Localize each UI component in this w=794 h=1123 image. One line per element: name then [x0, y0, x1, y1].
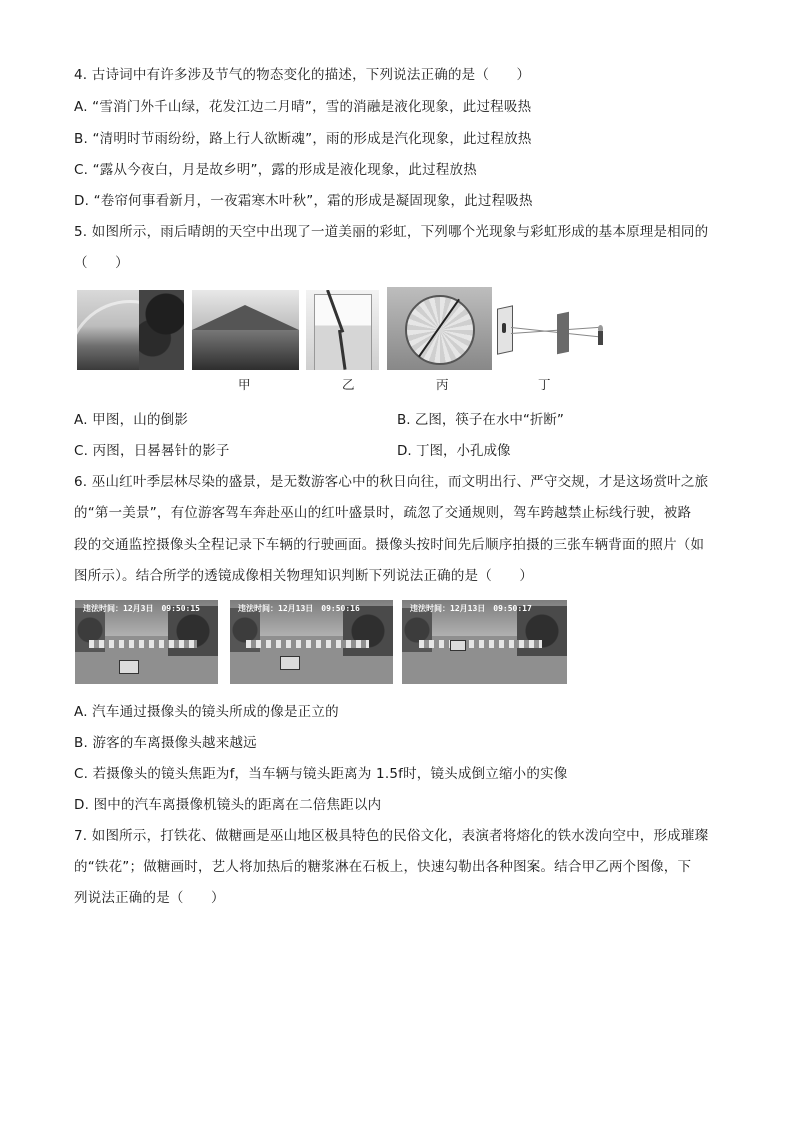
q6-stem-line2: 的“第一美景”，有位游客驾车奔赴巫山的红叶盛景时，疏忽了交通规则，驾车跨越禁止标线行驶，被路: [74, 505, 692, 521]
traffic-photo-3-timestamp: 违法时间：12月13日 09:50:17: [410, 604, 532, 613]
traffic-photo-2-timestamp: 违法时间：12月13日 09:50:16: [238, 604, 360, 613]
q6-option-b: B. 游客的车离摄像头越来越远: [74, 735, 257, 751]
caption-ding: 丁: [538, 377, 551, 392]
q4-option-b: B. “清明时节雨纷纷，路上行人欲断魂”，雨的形成是汽化现象，此过程放热: [74, 131, 532, 147]
traffic-photo-1-timestamp: 违法时间：12月3日 09:50:15: [83, 604, 200, 613]
q5-stem-line1: 5. 如图所示，雨后晴朗的天空中出现了一道美丽的彩虹，下列哪个光现象与彩虹形成的基本原理是相同的: [74, 224, 709, 240]
q6-stem-line1: 6. 巫山红叶季层林尽染的盛景，是无数游客心中的秋日向往，而文明出行、严守交规，才是这场赏叶之旅: [74, 474, 709, 490]
caption-jia: 甲: [238, 377, 251, 392]
sundial-photo: [387, 287, 492, 370]
pinhole-imaging-diagram: [495, 303, 613, 361]
traffic-photo-3: [402, 600, 567, 684]
q6-option-c: C. 若摄像头的镜头焦距为f，当车辆与镜头距离为 1.5f时，镜头成倒立缩小的实像: [74, 766, 568, 782]
q4-option-c: C. “露从今夜白，月是故乡明”，露的形成是液化现象，此过程放热: [74, 162, 477, 178]
q4-option-a: A. “雪消门外千山绿，花发江边二月晴”，雪的消融是液化现象，此过程吸热: [74, 99, 532, 115]
q5-option-d: D. 丁图，小孔成像: [397, 443, 511, 459]
q4-option-d: D. “卷帘何事看新月，一夜霜寒木叶秋”，霜的形成是凝固现象，此过程吸热: [74, 193, 533, 209]
q6-option-d: D. 图中的汽车离摄像机镜头的距离在二倍焦距以内: [74, 797, 382, 813]
q5-option-a: A. 甲图，山的倒影: [74, 412, 189, 428]
rainbow-photo: [77, 290, 184, 370]
caption-bing: 丙: [436, 377, 449, 392]
traffic-photo-2: [230, 600, 393, 684]
q6-option-a: A. 汽车通过摄像头的镜头所成的像是正立的: [74, 704, 339, 720]
q5-stem-line2: （ ）: [74, 255, 129, 271]
traffic-photo-1: [75, 600, 218, 684]
q4-stem: 4. 古诗词中有许多涉及节气的物态变化的描述，下列说法正确的是（ ）: [74, 67, 531, 83]
caption-yi: 乙: [342, 377, 355, 392]
q7-stem-line2: 的“铁花”；做糖画时，艺人将加热后的糖浆淋在石板上，快速勾勒出各种图案。结合甲乙两个图像，下: [74, 859, 692, 875]
q6-stem-line3: 段的交通监控摄像头全程记录下车辆的行驶画面。摄像头按时间先后顺序拍摄的三张车辆背面的照片（如: [74, 537, 705, 553]
q5-option-b: B. 乙图，筷子在水中“折断”: [397, 412, 564, 428]
mountain-reflection-photo: [192, 290, 299, 370]
q6-stem-line4: 图所示）。结合所学的透镜成像相关物理知识判断下列说法正确的是（ ）: [74, 568, 534, 584]
chopsticks-in-water-photo: [306, 290, 379, 370]
q7-stem-line3: 列说法正确的是（ ）: [74, 890, 225, 906]
q7-stem-line1: 7. 如图所示，打铁花、做糖画是巫山地区极具特色的民俗文化，表演者将熔化的铁水泼向空中，形成璀璨: [74, 828, 709, 844]
q5-option-c: C. 丙图，日晷晷针的影子: [74, 443, 230, 459]
